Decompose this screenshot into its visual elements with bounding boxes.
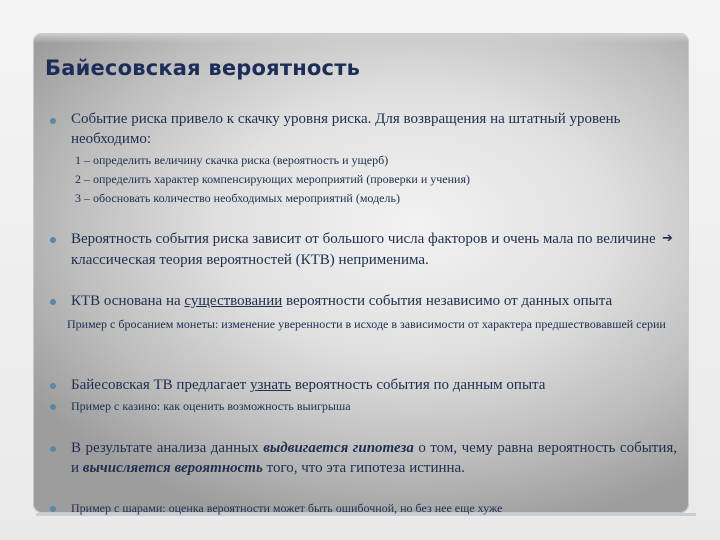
coin-example-note: Пример с бросанием монеты: изменение уверенности в исходе в зависимости от характера предшествовавшей серии bbox=[67, 317, 666, 331]
subitem-2: 2 – определить характер компенсирующих мероприятий (проверки и учения) bbox=[75, 172, 470, 186]
bullet-icon bbox=[50, 237, 56, 243]
bayes-underlined-word: узнать bbox=[249, 377, 292, 393]
bullet-icon bbox=[50, 506, 56, 512]
hypothesis-text-3: того, что эта гипотеза истинна. bbox=[266, 460, 465, 476]
ktv-paragraph bbox=[71, 291, 677, 311]
bayes-paragraph bbox=[71, 375, 677, 395]
ktv-text-before: КТВ основана на bbox=[71, 293, 181, 309]
risk-event-paragraph: Событие риска привело к скачку уровня риска. Для возвращения на штатный уровень необходимо: bbox=[71, 111, 621, 147]
hypothesis-text-2: о том, чему равна вероятность события, и bbox=[71, 440, 678, 476]
hypothesis-paragraph bbox=[71, 438, 677, 478]
slide-title: Байесовская вероятность bbox=[45, 56, 361, 80]
ktv-text-after: вероятности события независимо от данных опыта bbox=[286, 293, 613, 309]
risk-probability-paragraph bbox=[71, 229, 677, 270]
bullet-icon bbox=[50, 118, 56, 124]
arrow-right-icon: ➔ bbox=[661, 231, 673, 246]
classic-probability-text: классическая теория вероятностей (КТВ) неприменима. bbox=[71, 252, 429, 268]
bullet-icon bbox=[50, 446, 56, 452]
hypothesis-text-1: В результате анализа данных bbox=[71, 440, 259, 456]
subitem-3: 3 – обосновать количество необходимых мероприятий (модель) bbox=[75, 191, 400, 205]
hypothesis-emphasis-1: выдвигается гипотеза bbox=[263, 440, 414, 456]
casino-example-paragraph: Пример с казино: как оценить возможность выигрыша bbox=[71, 399, 351, 413]
bayes-text-after: вероятность события по данным опыта bbox=[294, 377, 546, 393]
subitem-1: 1 – определить величину скачка риска (вероятность и ущерб) bbox=[75, 153, 389, 167]
bullet-icon bbox=[50, 404, 56, 410]
balls-example-paragraph: Пример с шарами: оценка вероятности может быть ошибочной, но без нее еще хуже bbox=[71, 501, 503, 515]
bullet-icon bbox=[50, 299, 56, 305]
hypothesis-emphasis-2: вычисляется вероятность bbox=[82, 460, 263, 476]
risk-probability-text: Вероятность события риска зависит от большого числа факторов и очень мала по величине bbox=[71, 231, 656, 247]
bayes-text-before: Байесовская ТВ предлагает bbox=[71, 377, 247, 393]
bullet-icon bbox=[50, 383, 56, 389]
ktv-underlined-word: существовании bbox=[184, 293, 283, 309]
